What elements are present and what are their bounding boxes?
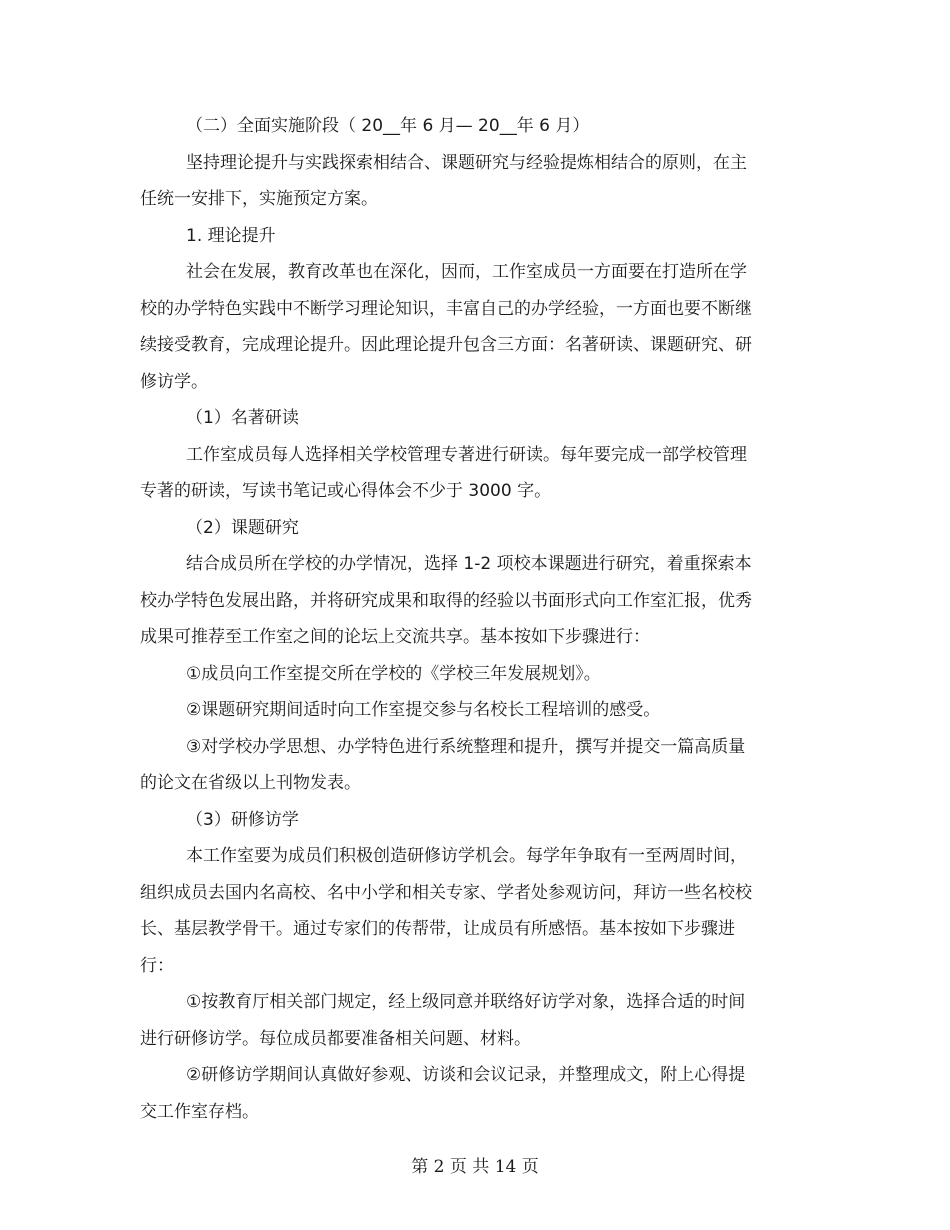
theory-paragraph <box>140 254 800 400</box>
research-step-1: ①成员向工作室提交所在学校的《学校三年发展规划》。 <box>186 663 601 684</box>
item-heading-research: （2）课题研究 <box>186 517 299 538</box>
research-paragraph <box>140 546 800 656</box>
paragraph-line: 进行研修访学。每位成员都要准备相关问题、材料。 <box>140 1028 531 1049</box>
item-heading-reading: （1）名著研读 <box>186 408 299 428</box>
paragraph-line: 成果可推荐至工作室之间的论坛上交流共享。基本按如下步骤进行： <box>140 627 650 647</box>
paragraph-line: 专著的研读，写读书笔记或心得体会不少于 3000 字。 <box>140 481 552 501</box>
paragraph-line: 校办学特色发展出路，并将研究成果和取得的经验以书面形式向工作室汇报，优秀 <box>140 590 752 611</box>
paragraph-line: 交工作室存档。 <box>140 1101 259 1122</box>
study-visit-paragraph <box>140 838 800 984</box>
paragraph-line: 的论文在省级以上刊物发表。 <box>140 773 361 793</box>
paragraph-line: 社会在发展，教育改革也在深化，因而，工作室成员一方面要在打造所在学 <box>186 262 747 282</box>
paragraph-line: 长、基层教学骨干。通过专家们的传帮带，让成员有所感悟。基本按如下步骤进 <box>140 919 735 939</box>
paragraph-line: 续接受教育，完成理论提升。因此理论提升包含三方面：名著研读、课题研究、研 <box>140 335 752 355</box>
paragraph-line: 任统一安排下，实施预定方案。 <box>140 189 378 209</box>
paragraph-line: 修访学。 <box>140 371 208 392</box>
subheading-theory: 1. 理论提升 <box>186 225 276 246</box>
document-body <box>140 108 800 1130</box>
reading-paragraph <box>140 437 800 510</box>
paragraph-line: 坚持理论提升与实践探索相结合、课题研究与经验提炼相结合的原则，在主 <box>186 152 747 173</box>
item-heading-study-visit: （3）研修访学 <box>186 809 299 830</box>
paragraph-line: 工作室成员每人选择相关学校管理专著进行研读。每年要完成一部学校管理 <box>186 444 747 465</box>
research-step-2: ②课题研究期间适时向工作室提交参与名校长工程培训的感受。 <box>186 700 661 720</box>
section-heading: （二）全面实施阶段（ 20__年 6 月— 20__年 6 月） <box>186 116 590 136</box>
page-number-footer: 第 2 页 共 14 页 <box>411 1157 539 1177</box>
paragraph-line: ③对学校办学思想、办学特色进行系统整理和提升，撰写并提交一篇高质量 <box>186 736 746 757</box>
paragraph-line: 结合成员所在学校的办学情况，选择 1-2 项校本课题进行研究，着重探索本 <box>186 554 752 574</box>
study-visit-step-2 <box>140 1057 800 1130</box>
study-visit-step-1 <box>140 984 800 1057</box>
paragraph-line: ②研修访学期间认真做好参观、访谈和会议记录，并整理成文，附上心得提 <box>186 1065 746 1085</box>
paragraph-line: 校的办学特色实践中不断学习理论知识，丰富自己的办学经验，一方面也要不断继 <box>140 298 752 319</box>
paragraph-line: 组织成员去国内名高校、名中小学和相关专家、学者处参观访问，拜访一些名校校 <box>140 882 752 903</box>
paragraph-line: 行： <box>140 955 174 976</box>
paragraph-line: ①按教育厅相关部门规定，经上级同意并联络好访学对象，选择合适的时间 <box>186 992 746 1012</box>
research-step-3 <box>140 729 800 802</box>
intro-paragraph <box>140 145 800 218</box>
paragraph-line: 本工作室要为成员们积极创造研修访学机会。每学年争取有一至两周时间， <box>186 846 747 866</box>
